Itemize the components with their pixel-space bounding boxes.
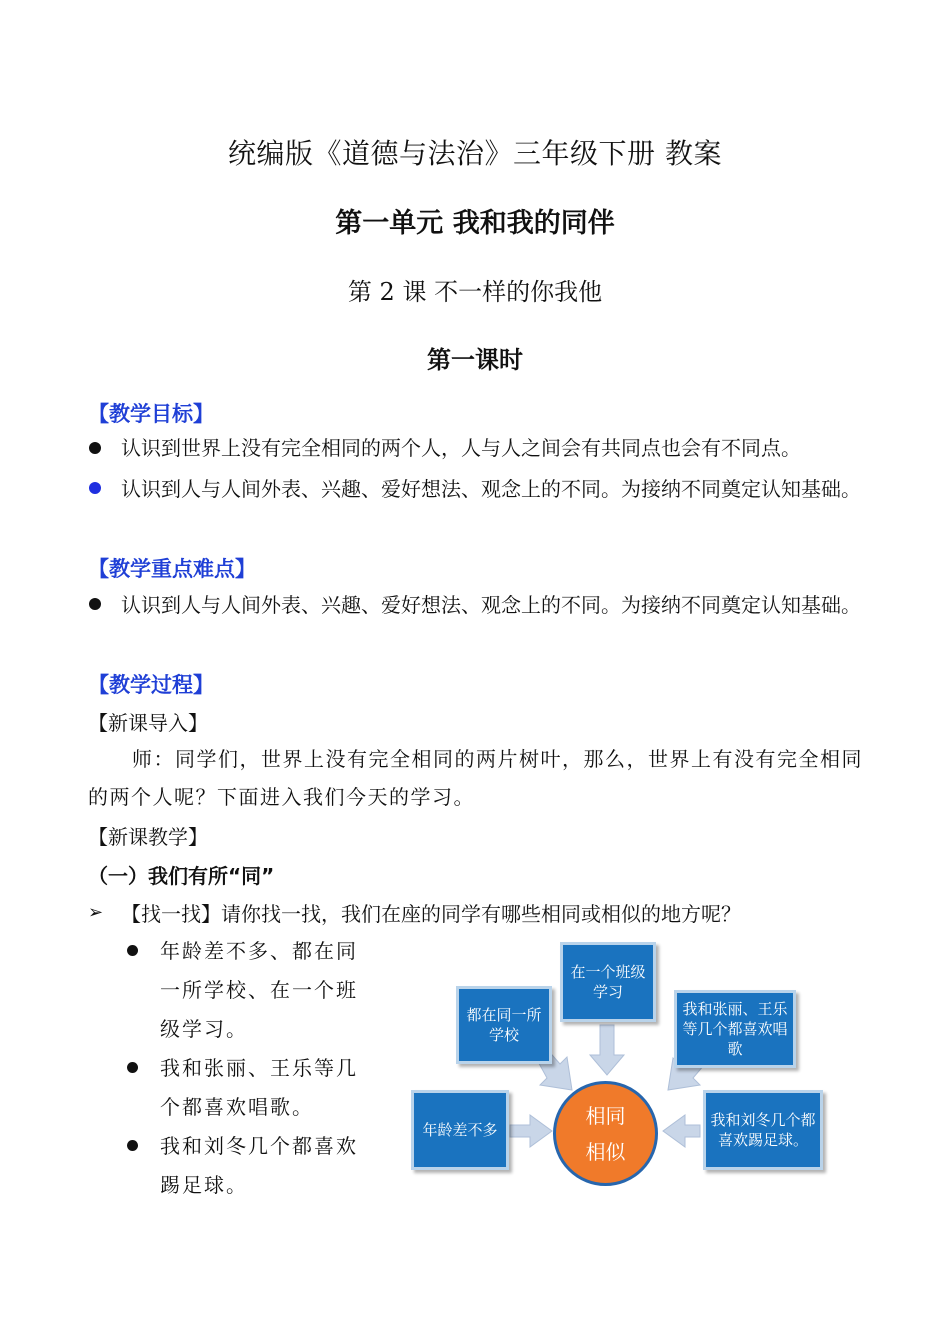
- center-label: 相同: [585, 1104, 626, 1128]
- center-label: 相似: [585, 1140, 626, 1164]
- objective-item: 认识到人与人间外表、兴趣、爱好想法、观念上的不同。为接纳不同奠定认知基础。: [121, 477, 861, 501]
- bullet-icon: [89, 598, 101, 610]
- keypoint-item: 认识到人与人间外表、兴趣、爱好想法、观念上的不同。为接纳不同奠定认知基础。: [121, 593, 861, 617]
- bullet-icon: [89, 442, 101, 454]
- objective-item: 认识到世界上没有完全相同的两个人，人与人之间会有共同点也会有不同点。: [121, 436, 801, 460]
- arrow-bullet-icon: ➢: [88, 902, 104, 923]
- intro-paragraph: 师：同学们，世界上没有完全相同的两片树叶，那么，世界上有没有完全相同的两个人呢？下面进入我们今天的学习。: [88, 747, 863, 809]
- subsection-heading: （一）我们有所“同”: [88, 864, 275, 888]
- find-prompt: 【找一找】请你找一找，我们在座的同学有哪些相同或相似的地方呢？: [121, 902, 741, 926]
- bullet-icon: [89, 482, 101, 494]
- process-heading: 【教学过程】: [88, 673, 214, 697]
- intro-label: 【新课导入】: [88, 711, 208, 735]
- arrow-left: [510, 1115, 552, 1147]
- bullet-icon: [127, 945, 138, 956]
- diagram-box-upper-right: 我和张丽、王乐等几个都喜欢唱歌: [674, 990, 796, 1068]
- objectives-heading: 【教学目标】: [88, 402, 214, 426]
- list-item: 年龄差不多、都在同一所学校、在一个班级学习。: [160, 939, 358, 1041]
- keypoints-heading: 【教学重点难点】: [88, 557, 256, 581]
- diagram-box-upper-left: 都在同一所学校: [456, 986, 552, 1064]
- lesson-title: 第 2 课 不一样的你我他: [347, 278, 603, 306]
- document-title: 统编版《道德与法治》三年级下册 教案: [228, 137, 722, 170]
- diagram-center-circle: [553, 1081, 658, 1186]
- bullet-icon: [127, 1140, 138, 1151]
- arrow-top: [590, 1025, 624, 1075]
- list-item: 我和刘冬几个都喜欢踢足球。: [160, 1134, 358, 1197]
- list-item: 我和张丽、王乐等几个都喜欢唱歌。: [160, 1056, 358, 1119]
- period-title: 第一课时: [427, 345, 523, 374]
- teach-label: 【新课教学】: [88, 825, 208, 849]
- diagram-box-top: 在一个班级学习: [560, 942, 656, 1022]
- arrow-right: [663, 1115, 700, 1147]
- bullet-icon: [127, 1062, 138, 1073]
- diagram-box-left: 年龄差不多: [411, 1090, 509, 1170]
- unit-title: 第一单元 我和我的同伴: [335, 208, 615, 239]
- diagram-box-right: 我和刘冬几个都喜欢踢足球。: [703, 1090, 823, 1170]
